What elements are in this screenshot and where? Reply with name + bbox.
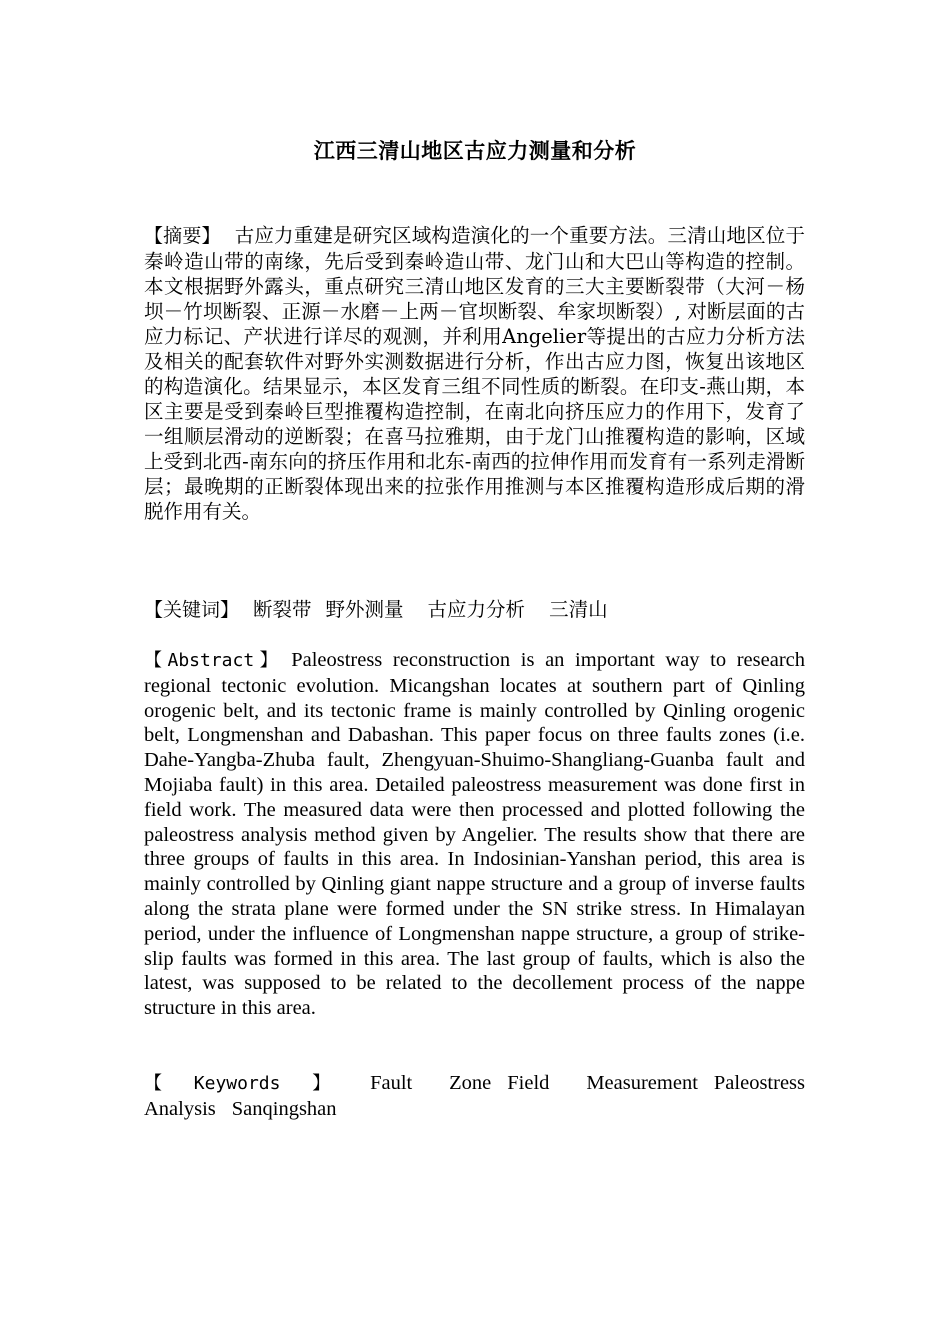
english-keyword: Sanqingshan xyxy=(231,1097,337,1120)
english-keyword: Fault Zone xyxy=(370,1072,492,1094)
chinese-abstract-label: 【摘要】 xyxy=(144,225,221,247)
chinese-abstract xyxy=(144,223,805,524)
chinese-keyword: 古应力分析 xyxy=(427,598,526,621)
english-abstract-label: 【Abstract】 xyxy=(144,650,284,671)
english-keyword: Paleostress Analysis xyxy=(144,1072,806,1120)
english-keywords xyxy=(144,1071,805,1122)
english-abstract xyxy=(144,648,805,1021)
english-keyword: Field Measurement xyxy=(507,1072,698,1094)
chinese-abstract-text: 古应力重建是研究区域构造演化的一个重要方法。三清山地区位于秦岭造山带的南缘，先后受到秦岭造山带、龙门山和大巴山等构造的控制。本文根据野外露头，重点研究三清山地区发育的三大主要断裂带（大河－杨坝－竹坝断裂、正源－水磨－上两－官坝断裂、牟家坝断裂）, 对断层面的古应力标记、产状进行详尽的观测，并利用Angelier等提出的古应力分析方法及相关的配套软件对野外实测数据进行分析，作出古应力图，恢复出该地区的构造演化。结果显示，本区发育三组不同性质的断裂。在印支-燕山期，本区主要是受到秦岭巨型推覆构造控制，在南北向挤压应力的作用下，发育了一组顺层滑动的逆断裂；在喜马拉雅期，由于龙门山推覆构造的影响，区域上受到北西-南东向的挤压作用和北东-南西的拉伸作用而发育有一系列走滑断层；最晚期的正断裂体现出来的拉张作用推测与本区推覆构造形成后期的滑脱作用有关。 xyxy=(144,224,805,523)
chinese-keyword: 三清山 xyxy=(549,598,608,621)
chinese-keywords xyxy=(144,596,805,624)
chinese-keyword: 断裂带 xyxy=(253,598,312,621)
paper-title: 江西三清山地区古应力测量和分析 xyxy=(313,139,637,163)
english-keywords-label: 【Keywords】 xyxy=(144,1073,363,1094)
chinese-keywords-label: 【关键词】 xyxy=(144,599,240,621)
english-abstract-text: Paleostress reconstruction is an important way to research regional tectonic evolution. Micangshan locates at southern part of Qinling orogenic belt, and its tectonic frame is mainly controlled by Qinling orogenic belt, Longmenshan and Dabashan. This paper focus on three faults zones (i.e. Dahe-Yangba-Zhuba fault, Zhengyuan-Shuimo-Shangliang-Guanba fault and Mojiaba fault) in this area. Detailed paleostress measurement was done first in field work. The measured data were then processed and plotted following the paleostress analysis method given by Angelier. The results show that there are three groups of faults in this area. In Indosinian-Yanshan period, this area is mainly controlled by Qinling giant nappe structure and a group of inverse faults along the strata plane were formed under the SN strike stress. In Himalayan period, under the influence of Longmenshan nappe structure, a group of strike-slip faults was formed in this area. The last group of faults, which is also the latest, was supposed to be related to the decollement process of the nappe structure in this area. xyxy=(144,649,805,1020)
chinese-keyword: 野外测量 xyxy=(325,598,404,621)
